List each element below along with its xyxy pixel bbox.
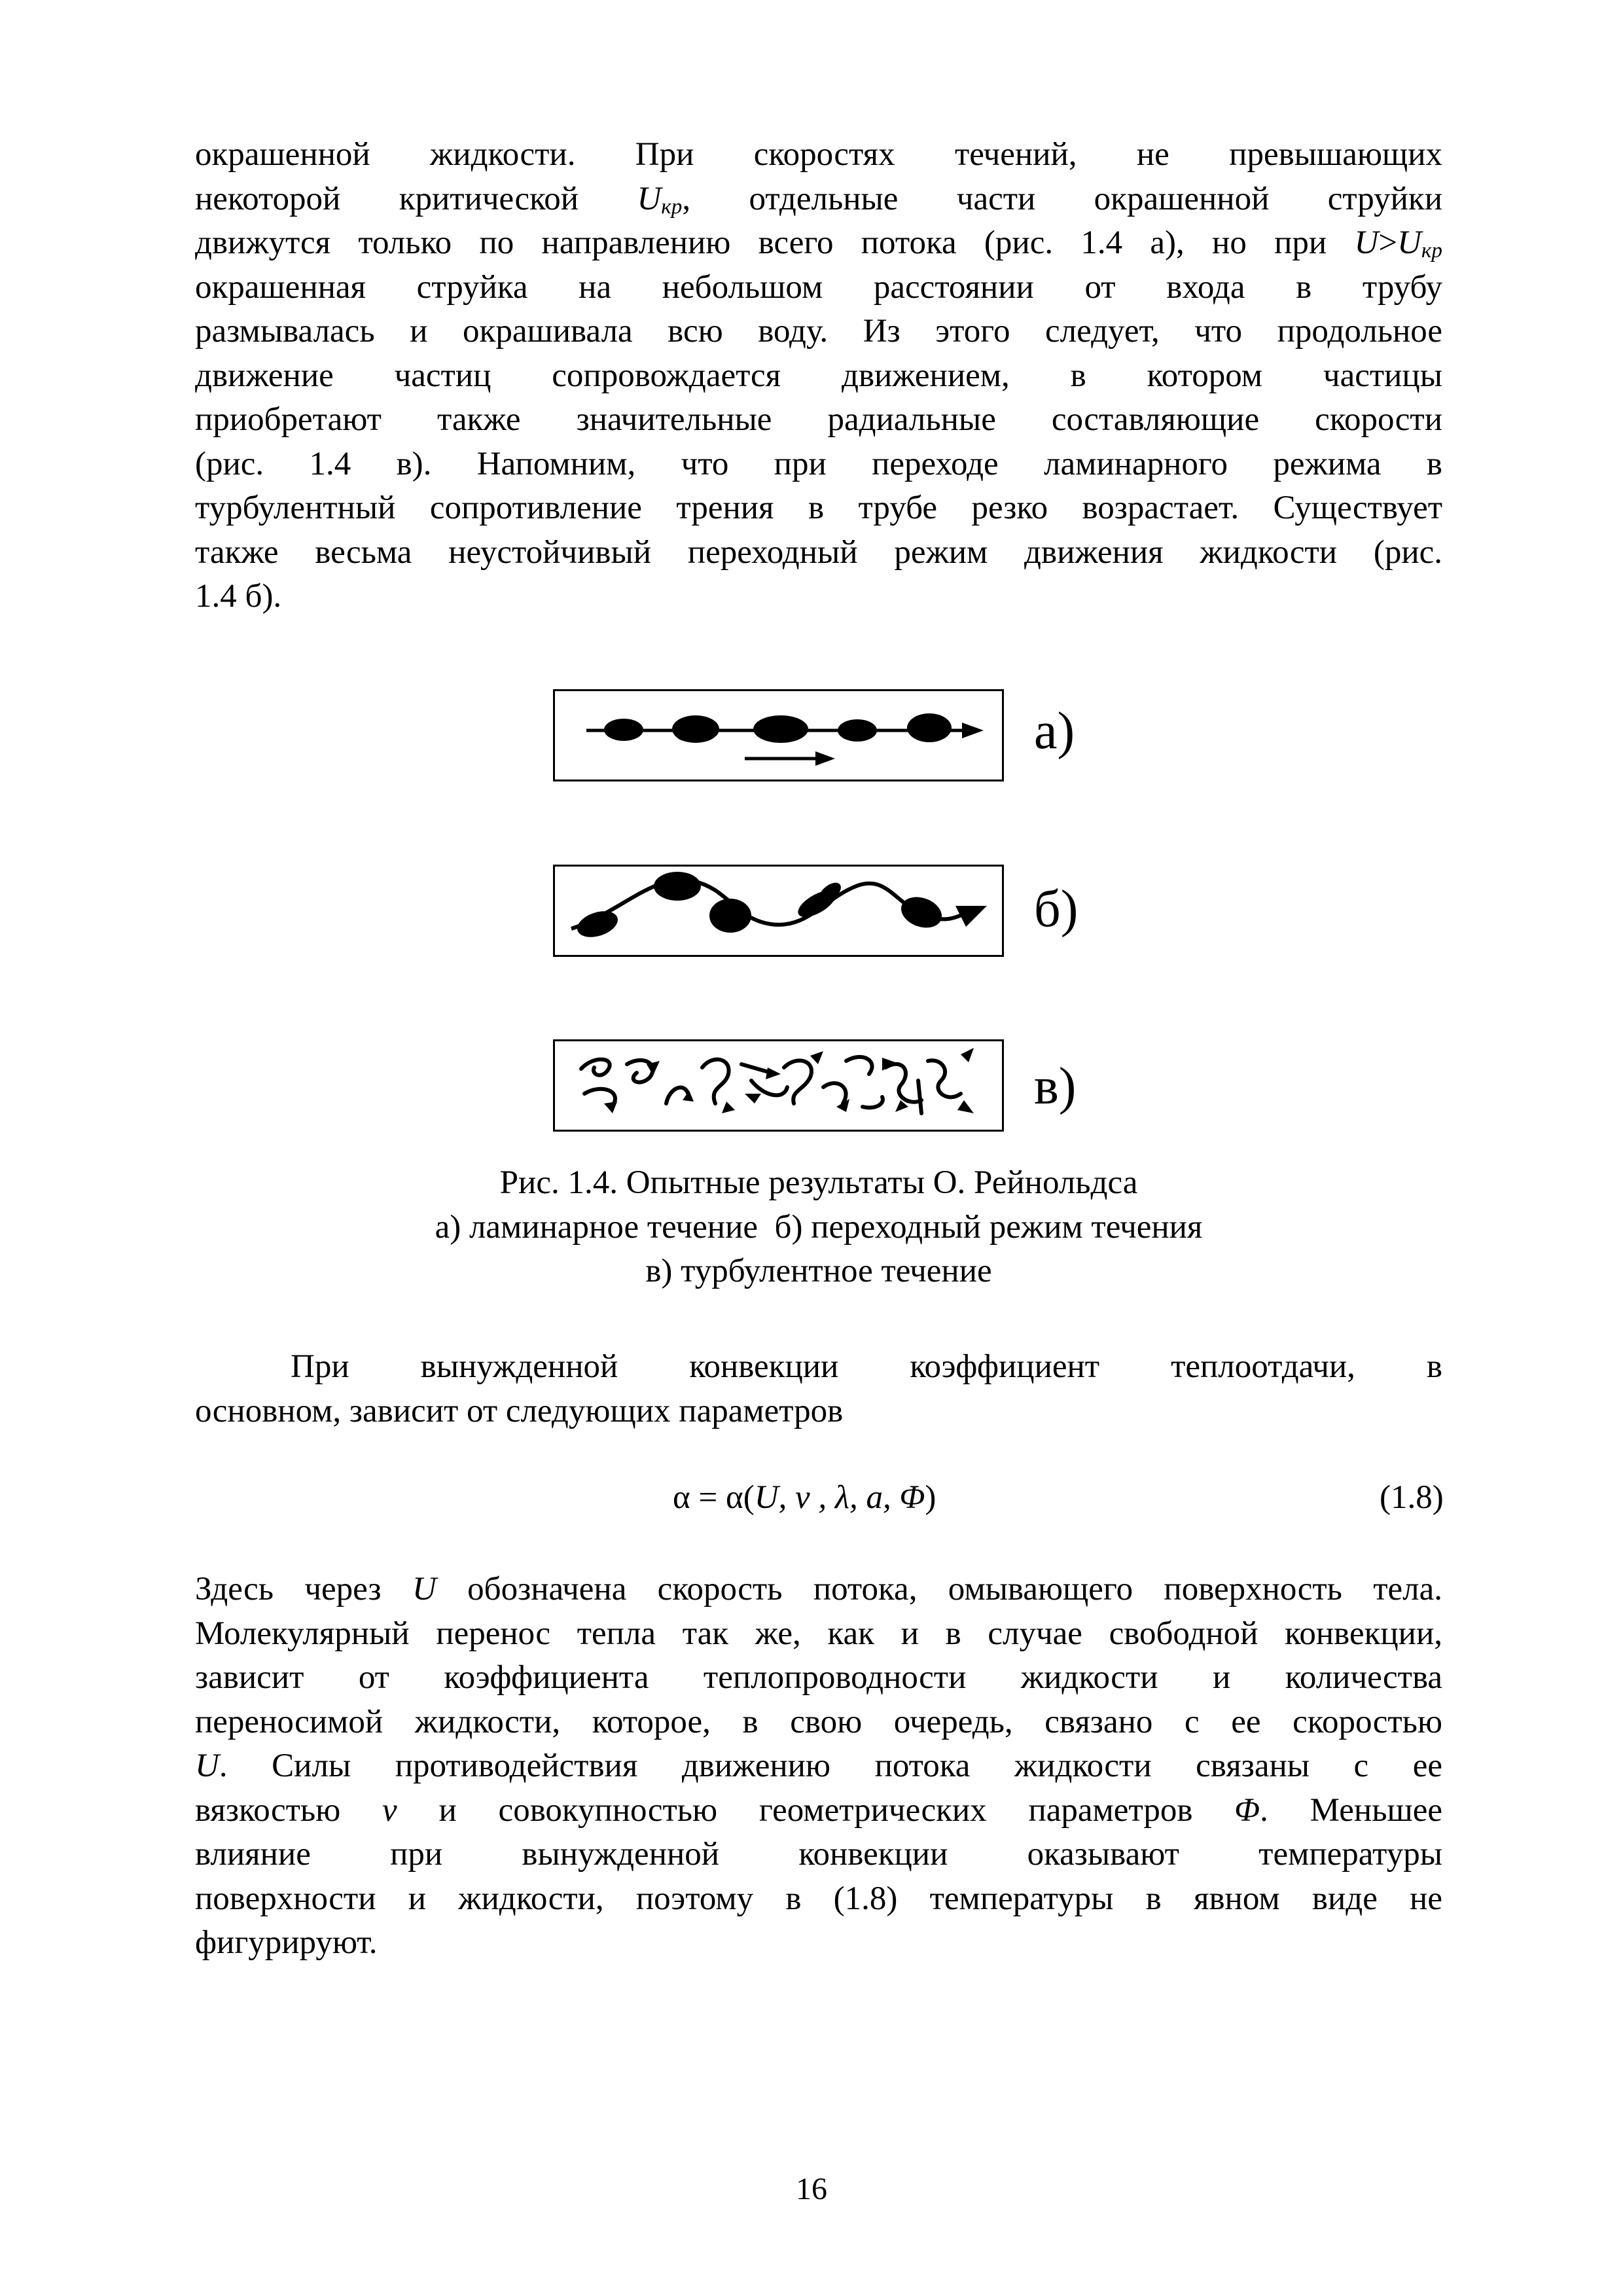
- caption-line: в) турбулентное течение: [645, 1253, 992, 1289]
- text-line: окрашенная струйка на небольшом расстоянии от входа в трубу: [195, 268, 1442, 306]
- text-line: движутся только по направлению всего потока (рис. 1.4 а), но при $U>U_{кр}$: [195, 224, 1442, 262]
- text-line: 1.4 б).: [195, 578, 282, 615]
- text-line: влияние при вынужденной конвекции оказывают температуры: [195, 1836, 1442, 1873]
- figure-panel-turbulent: [553, 1039, 1004, 1132]
- text-line: зависит от коэффициента теплопроводности жидкости и количества: [195, 1659, 1442, 1696]
- paragraph-1: [195, 133, 1442, 619]
- wavy-flow-streak-icon: [555, 867, 1002, 955]
- text-line: вязкостью ν и совокупностью геометрических параметров Φ. Меньшее: [195, 1791, 1443, 1829]
- equation-number: (1.8): [1380, 1479, 1444, 1516]
- text-line: приобретают также значительные радиальные составляющие скорости: [195, 401, 1442, 438]
- text-line: некоторой критической $U_{кр}$, отдельные части окрашенной струйки: [195, 180, 1442, 219]
- text-line: также весьма неустойчивый переходный режим движения жидкости (рис.: [195, 533, 1442, 571]
- figure-label-c: в): [1034, 1058, 1077, 1115]
- text-line: размывалась и окрашивала всю воду. Из этого следует, что продольное: [195, 313, 1442, 350]
- text-line: переносимой жидкости, которое, в свою очередь, связано с ее скоростью: [195, 1703, 1442, 1740]
- text-line: Молекулярный перенос тепла так же, как и в случае свободной конвекции,: [195, 1615, 1442, 1652]
- text-line: U. Силы противодействия движению потока жидкости связаны с ее: [195, 1748, 1442, 1784]
- figure-label-b: б): [1034, 880, 1079, 938]
- figure-caption: [195, 1161, 1442, 1294]
- caption-line: а) ламинарное течение б) переходный режим течения: [435, 1208, 1203, 1246]
- text-line: фигурируют.: [195, 1924, 378, 1961]
- figure-panel-laminar: [553, 689, 1004, 781]
- text-line: При вынужденной конвекции коэффициент теплоотдачи, в: [291, 1348, 1442, 1385]
- paragraph-3: [195, 1568, 1442, 1965]
- text-line: поверхности и жидкости, поэтому в (1.8) температуры в явном виде не: [195, 1880, 1442, 1917]
- figure-label-a: а): [1034, 702, 1075, 760]
- turbulent-eddies-icon: [555, 1041, 1002, 1130]
- text-line: Здесь через U обозначена скорость потока, омывающего поверхность тела.: [195, 1571, 1442, 1607]
- text-line: движение частиц сопровождается движением, в котором частицы: [195, 357, 1442, 394]
- text-line: основном, зависит от следующих параметров: [195, 1392, 844, 1429]
- caption-title: Рис. 1.4. Опытные результаты О. Рейнольдса: [499, 1164, 1138, 1201]
- text-line: (рис. 1.4 в). Напомним, что при переходе ламинарного режима в: [195, 445, 1442, 482]
- paragraph-2: [195, 1345, 1442, 1433]
- text-line: турбулентный сопротивление трения в трубе резко возрастает. Существует: [195, 490, 1442, 526]
- text-line: окрашенной жидкости. При скоростях течений, не превышающих: [195, 136, 1442, 173]
- formula-1-8: α = α(U, ν , λ, a, Φ): [673, 1479, 936, 1516]
- page-number: 16: [796, 2172, 827, 2206]
- figure-panel-transitional: [553, 865, 1004, 957]
- laminar-flow-streak-icon: [555, 691, 1002, 780]
